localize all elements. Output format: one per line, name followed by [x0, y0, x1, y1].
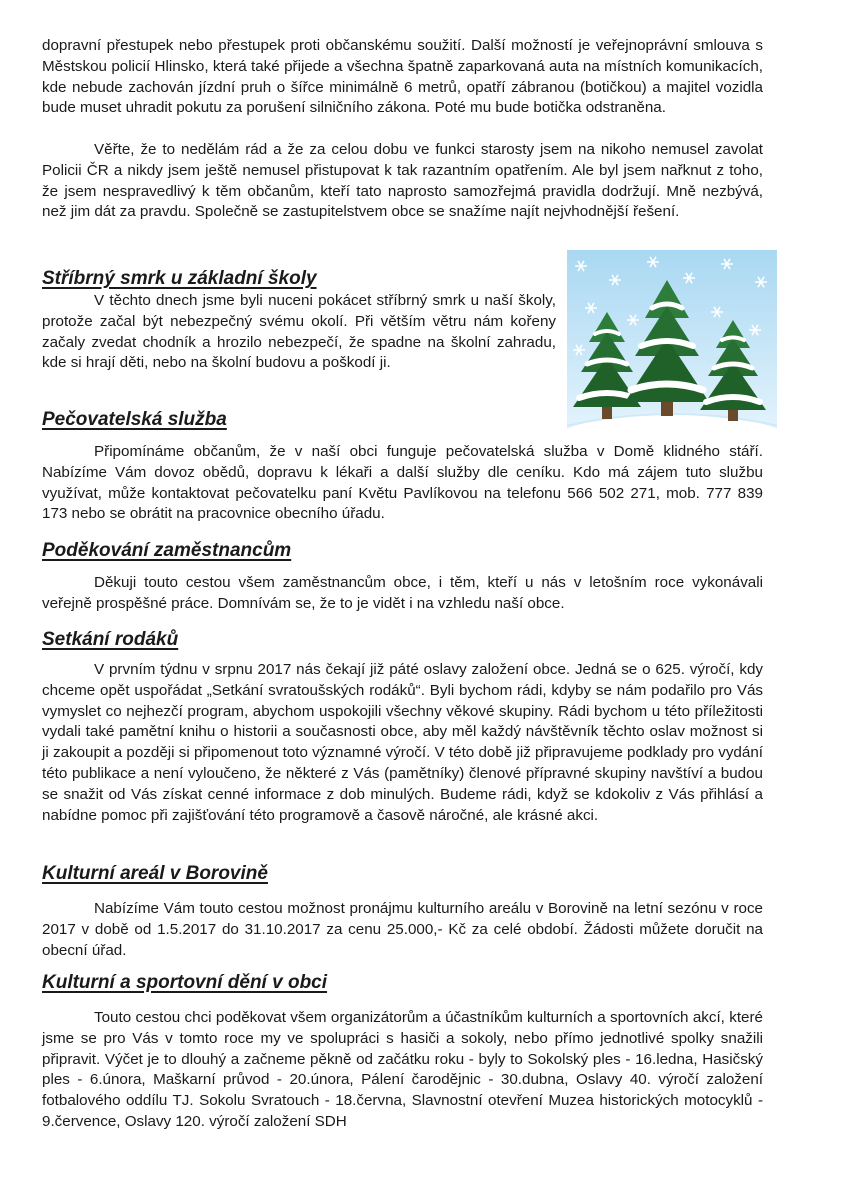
paragraph-silver-spruce: V těchto dnech jsme byli nuceni pokácet stříbrný smrk u naší školy, protože začal být nebezpečný svému okolí. Při větším větru nám kořeny začaly zvedat chodník a hrozilo nebezpečí, že spadne na školní zahradu, kde si hrají děti, nebo na školní budovu a poškodí ji.	[42, 292, 556, 372]
snowy-fir-trees-illustration	[567, 250, 777, 443]
paragraph-intro-2: Věřte, že to nedělám rád a že za celou dobu ve funkci starosty jsem na nikoho nemusel zavolat Policii ČR a nikdy jsem ještě nemusel přistupovat k tak razantním opatřením. Ale byl jsem nařknut z toho, že jsem nespravedlivý k těm občanům, kteří tato naprosto samozřejmá pravidla dodržují. Mně nezbývá, než jim dát za pravdu. Společně se zastupitelstvem obce se snažíme najít nejvhodnější řešení.	[42, 141, 763, 221]
heading-thanks-employees: Poděkování zaměstnancům	[42, 540, 292, 561]
paragraph-natives-meeting: V prvním týdnu v srpnu 2017 nás čekají již páté oslavy založení obce. Jedná se o 625. výročí, kdy chceme opět uspořádat „Setkání svratoušských rodáků“. Byli bychom rádi, kdyby se nám podařilo pro Vás vymyslet co nejhezčí program, abychom uspokojili všechny věkové skupiny. Rádi bychom u této příležitosti vydali také pamětní knihu o historii a současnosti obce, aby měl každý návštěvník těchto oslav možnost si ji zakoupit a později si připomenout toto významné výročí. V této době již připravujeme podklady pro vydání této publikace a není vyloučeno, že některé z Vás (pamětníky) členové přípravné skupiny navštíví a budou se snažit od Vás získat cenné informace z dob minulých. Budeme rádi, když se kdokoliv z Vás přihlásí a nabídne pomoc při zajišťování této programově a časově náročné, ale krásné akci.	[42, 661, 763, 824]
paragraph-thanks-employees: Děkuji touto cestou všem zaměstnancům obce, i těm, kteří u nás v letošním roce vykonávali veřejně prospěšné práce. Domnívám se, že to je vidět i na vzhledu naší obce.	[42, 574, 763, 612]
heading-natives-meeting: Setkání rodáků	[42, 629, 179, 650]
heading-cultural-sport-events: Kulturní a sportovní dění v obci	[42, 972, 328, 993]
heading-cultural-area: Kulturní areál v Borovině	[42, 863, 268, 884]
heading-silver-spruce: Stříbrný smrk u základní školy	[42, 268, 317, 289]
heading-care-service: Pečovatelská služba	[42, 409, 227, 430]
paragraph-cultural-area: Nabízíme Vám touto cestou možnost pronájmu kulturního areálu v Borovině na letní sezónu v roce 2017 v době od 1.5.2017 do 31.10.2017 za cenu 25.000,- Kč za celé období. Žádosti můžete doručit na obecní úřad.	[42, 900, 763, 959]
paragraph-intro-1: dopravní přestupek nebo přestupek proti občanskému soužití. Další možností je veřejnoprávní smlouva s Městskou policií Hlinsko, která také přijede a všechna špatně zaparkovaná auta na místních komunikacích, kde nebude zachován jízdní pruh o šířce minimálně 6 metrů, opatří zábranou (botičkou) a majitel vozidla bude muset uhradit pokutu za porušení silničního zákona. Poté mu bude botička odstraněna.	[42, 37, 763, 117]
paragraph-cultural-sport-events: Touto cestou chci poděkovat všem organizátorům a účastníkům kulturních a sportovních akcí, které jsme se pro Vás v tomto roce my ve spolupráci s hasiči a sokoly, nebo přímo jednotlivé spolky snažili připravit. Výčet je to dlouhý a začneme pěkně od začátku roku - byly to Sokolský ples - 16.ledna, Hasičský ples - 6.února, Maškarní průvod - 20.února, Pálení čarodějnic - 30.dubna, Oslavy 40. výročí založení fotbalového oddílu TJ. Sokolu Svratouch - 18.června, Slavnostní otevření Muzea historických motocyklů - 9.července, Oslavy 120. výročí založení SDH	[42, 1009, 763, 1130]
paragraph-care-service: Připomínáme občanům, že v naší obci funguje pečovatelská služba v Domě klidného stáří. Nabízíme Vám dovoz obědů, dopravu k lékaři a další služby dle ceníku. Kdo má zájem tuto službu využívat, může kontaktovat pečovatelku paní Květu Pavlíkovou na telefonu 566 502 271, mob. 777 839 173 nebo se obrátit na pracovnice obecního úřadu.	[42, 443, 763, 523]
